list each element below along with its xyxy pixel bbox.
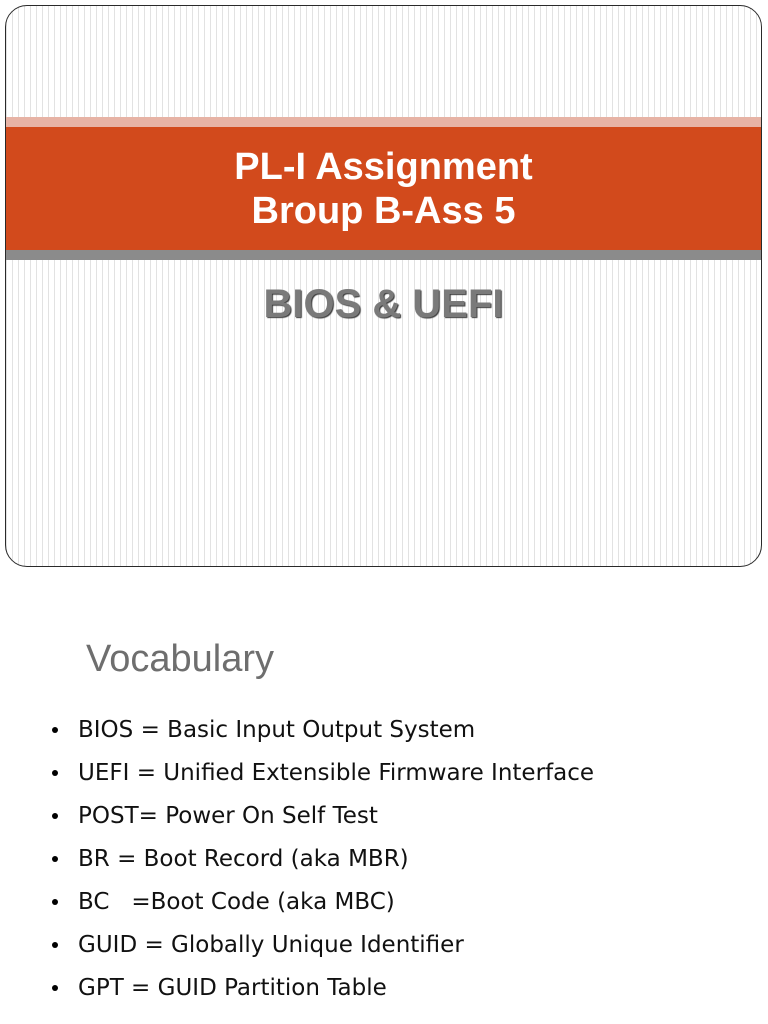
title-slide	[5, 5, 762, 567]
title-band	[6, 127, 761, 250]
list-item	[52, 880, 594, 923]
vocabulary-heading: Vocabulary	[86, 638, 275, 680]
list-item-text: UEFI = Unified Extensible Firmware Interface	[78, 759, 595, 786]
list-item-text: BIOS = Basic Input Output System	[78, 716, 476, 743]
list-item	[52, 923, 594, 966]
bullet-icon	[52, 813, 58, 819]
list-item	[52, 966, 594, 1009]
list-item-text: POST= Power On Self Test	[78, 802, 378, 829]
list-item	[52, 837, 594, 880]
list-item	[52, 794, 594, 837]
list-item-text: BR = Boot Record (aka MBR)	[78, 845, 409, 872]
vocabulary-slide	[0, 600, 768, 1024]
slide-title-line-2: Broup B-Ass 5	[251, 189, 516, 232]
list-item-text: GPT = GUID Partition Table	[78, 974, 387, 1001]
bullet-icon	[52, 727, 58, 733]
slide-title	[234, 145, 532, 233]
title-band-bottom-accent	[6, 250, 761, 260]
list-item-text: GUID = Globally Unique Identifier	[78, 931, 464, 958]
list-item-text: BC =Boot Code (aka MBC)	[78, 888, 395, 915]
slide-subtitle: BIOS & UEFI	[263, 282, 504, 326]
list-item	[52, 708, 594, 751]
bullet-icon	[52, 770, 58, 776]
bullet-icon	[52, 985, 58, 991]
title-band-top-accent	[6, 117, 761, 127]
list-item	[52, 751, 594, 794]
vocabulary-list	[52, 708, 594, 1009]
bullet-icon	[52, 942, 58, 948]
bullet-icon	[52, 856, 58, 862]
bullet-icon	[52, 899, 58, 905]
slide-title-line-1: PL-I Assignment	[234, 145, 533, 188]
